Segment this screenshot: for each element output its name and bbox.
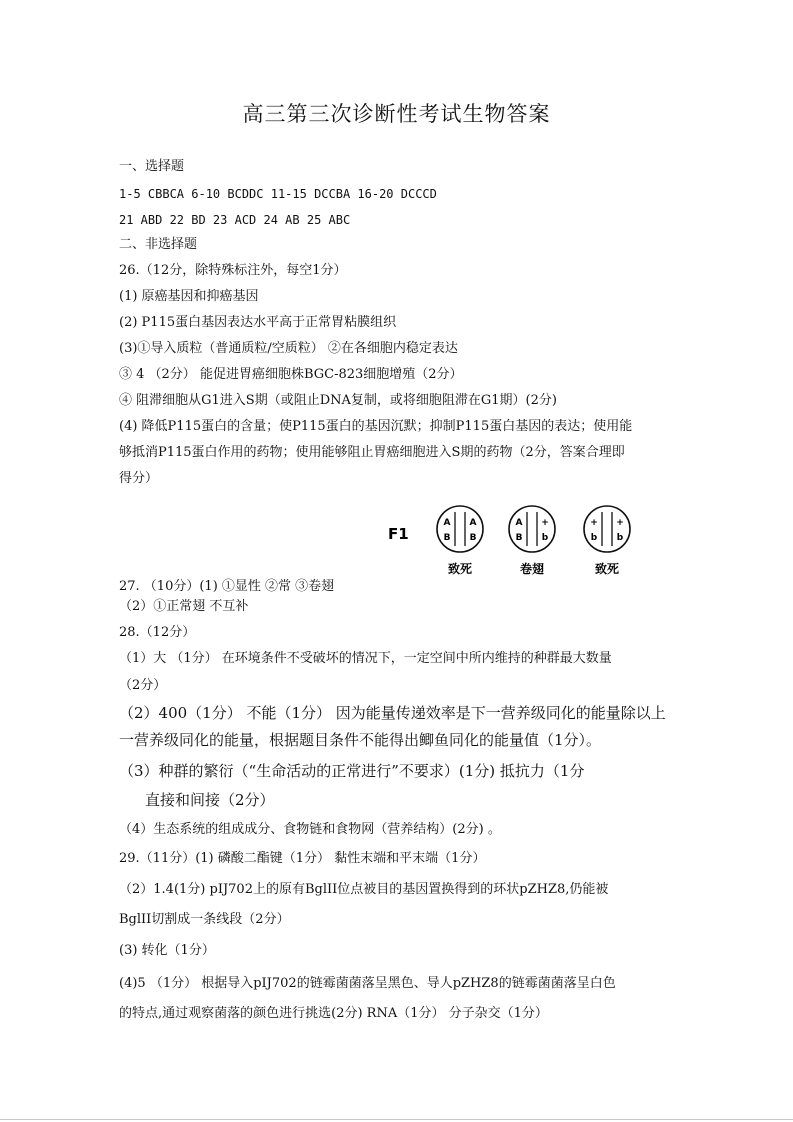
q26-heading: 26.（12分，除特殊标注外，每空1分）: [119, 263, 347, 278]
q28-part4: （4）生态系统的组成成分、食物链和食物网（营养结构）(2分) 。: [119, 822, 501, 837]
cell-3-allele: b: [590, 533, 598, 543]
q28-part2-line1: （2）400（1分） 不能（1分） 因为能量传递效率是下一营养级同化的能量除以上: [119, 704, 666, 722]
cell-1: [437, 506, 483, 576]
cell-2-allele: B: [515, 533, 523, 543]
q28-part1-line1: （1）大 （1分） 在环境条件不受破坏的情况下，一定空间中所内维持的种群最大数量: [119, 651, 612, 666]
q29-part4-line2: 的特点,通过观察菌落的颜色进行挑选(2分) RNA（1分） 分子杂交（1分）: [119, 1006, 548, 1021]
cell-1-allele: B: [443, 533, 451, 543]
cell-1-allele: A: [443, 518, 451, 528]
cell-3: [584, 506, 630, 576]
q29-part3: (3) 转化（1分）: [119, 943, 215, 958]
q29-part2-line1: （2）1.4(1分) pIJ702上的原有BglII位点被目的基因置换得到的环状pZHZ8,仍能被: [119, 882, 609, 897]
cell-3-allele: +: [590, 518, 598, 528]
section-heading-nonchoice: 二、非选择题: [119, 237, 198, 252]
cell-2: [509, 506, 555, 576]
answers-21-25: 21 ABD 22 BD 23 ACD 24 AB 25 ABC: [119, 213, 351, 227]
cell-1-allele: A: [469, 518, 477, 528]
cell-1-allele: B: [469, 533, 477, 543]
q27-part2: （2）①正常翅 不互补: [119, 599, 249, 614]
q26-part1: (1) 原癌基因和抑癌基因: [119, 289, 259, 304]
q26-part4-line3: 得分）: [119, 471, 159, 486]
q26-part4-line2: 够抵消P115蛋白作用的药物；使用能够阻止胃癌细胞进入S期的药物（2分，答案合理即: [119, 445, 625, 460]
q28-part1-line2: （2分）: [119, 678, 167, 693]
q28-part3-line1: （3）种群的繁衍（“生命活动的正常进行”不要求）(1分) 抵抗力（1分: [119, 762, 585, 780]
cell-1-caption: 致死: [447, 562, 473, 576]
cell-2-allele: +: [541, 518, 549, 528]
page-bottom-border: [0, 1119, 793, 1120]
q26-part3-a: (3)①导入质粒（普通质粒/空质粒） ②在各细胞内稳定表达: [119, 341, 458, 356]
q29-part4-line1: (4)5 （1分） 根据导入pIJ702的链霉菌菌落呈黑色、导人pZHZ8的链霉菌菌落呈白色: [119, 976, 616, 991]
cell-2-allele: b: [541, 533, 549, 543]
q28-heading: 28.（12分）: [119, 625, 196, 640]
answers-1-20: 1-5 CBBCA 6-10 BCDDC 11-15 DCCBA 16-20 DCCCD: [119, 187, 437, 201]
q26-part3-c: ④ 阻滞细胞从G1进入S期（或阻止DNA复制，或将细胞阻滞在G1期）(2分): [119, 393, 557, 408]
cell-3-allele: b: [616, 533, 624, 543]
q28-part3-line2: 直接和间接（2分）: [145, 791, 275, 809]
q26-part4-line1: (4) 降低P115蛋白的含量；使P115蛋白的基因沉默；抑制P115蛋白基因的表达；使用能: [119, 419, 633, 434]
cell-3-caption: 致死: [594, 562, 620, 576]
figure-generation-label: F1: [388, 525, 409, 543]
q26-part2: (2) P115蛋白基因表达水平高于正常胃粘膜组织: [119, 315, 397, 330]
q29-part1: 29.（11分）(1) 磷酸二酯键（1分） 黏性末端和平末端（1分）: [119, 851, 486, 866]
section-heading-choice: 一、选择题: [119, 159, 185, 174]
cell-3-allele: +: [616, 518, 624, 528]
q27-part1: 27. （10分）(1) ①显性 ②常 ③卷翅: [119, 579, 335, 594]
chromosome-figure: [380, 500, 660, 580]
q29-part2-line2: BglII切割成一条线段（2分）: [119, 912, 290, 927]
page-title: 高三第三次诊断性考试生物答案: [242, 102, 551, 126]
q26-part3-b: ③ 4 （2分） 能促进胃癌细胞株BGC-823细胞增殖（2分）: [119, 367, 463, 382]
cell-2-allele: A: [515, 518, 523, 528]
cell-2-caption: 卷翅: [519, 562, 545, 576]
q28-part2-line2: 一营养级同化的能量，根据题目条件不能得出鲫鱼同化的能量值（1分）。: [119, 731, 602, 749]
